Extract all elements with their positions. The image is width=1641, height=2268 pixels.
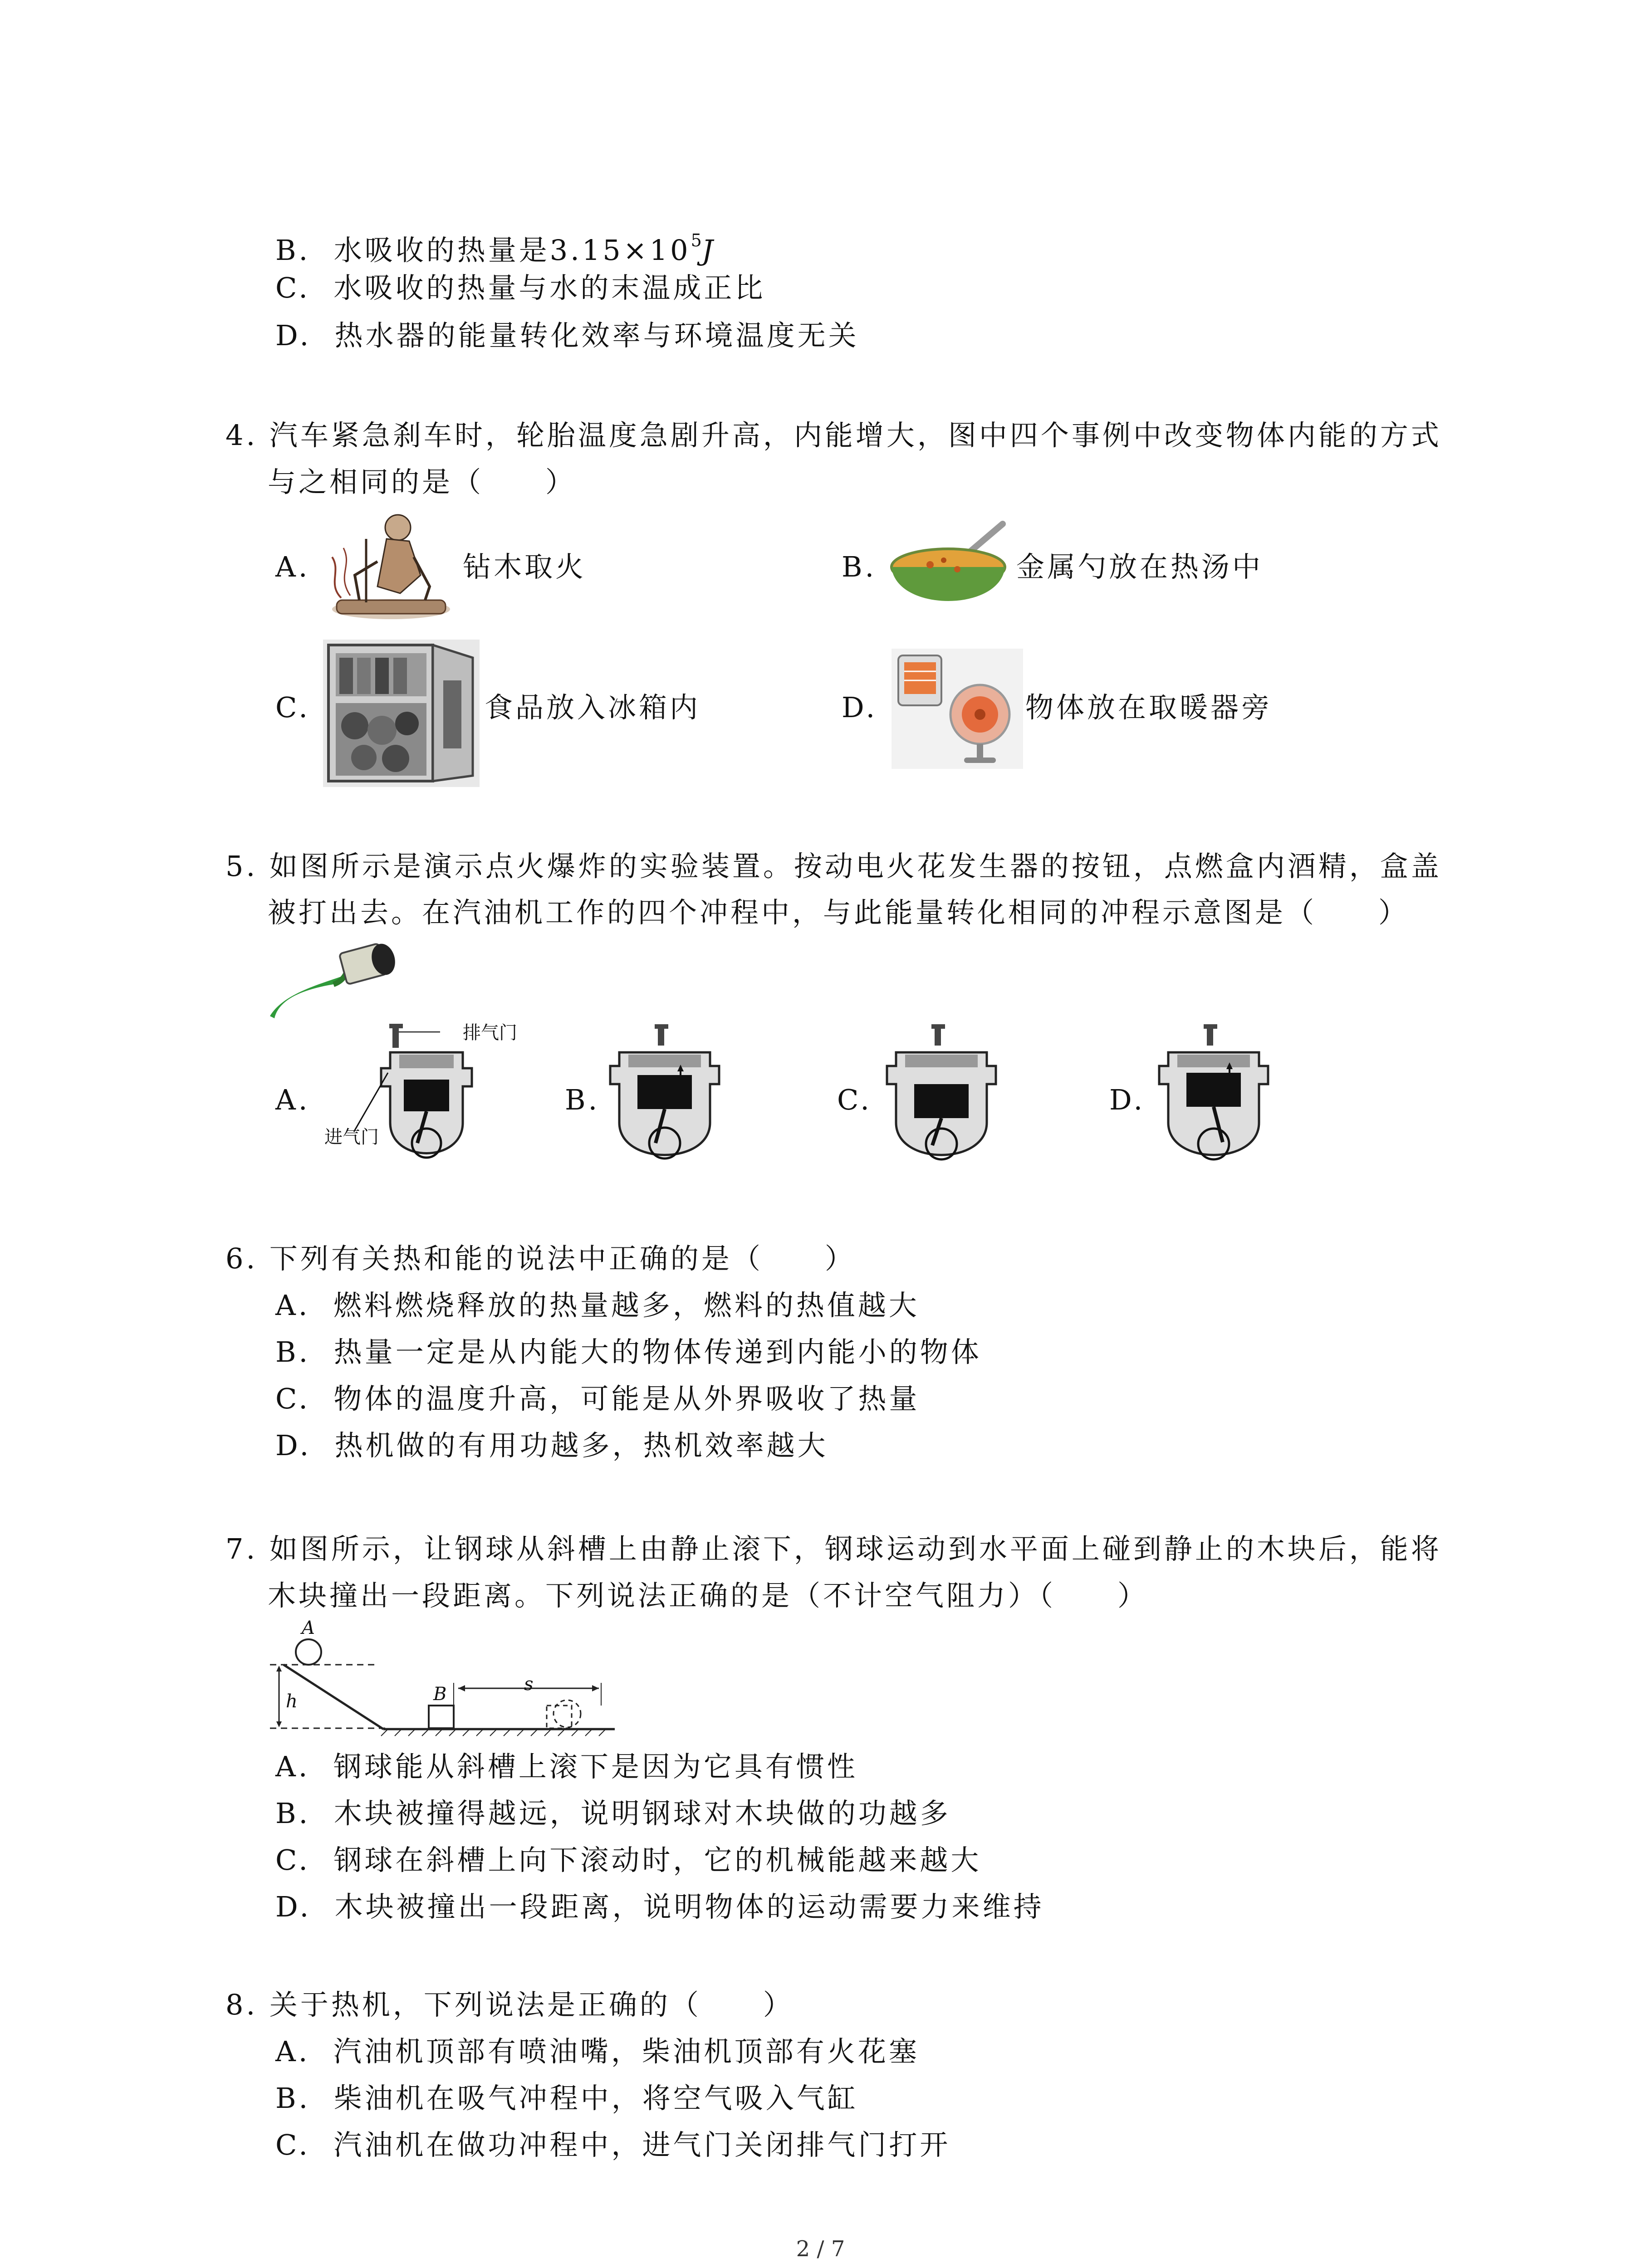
- q7-option-c: [275, 1842, 981, 1878]
- q6-option-d: [275, 1427, 828, 1464]
- option-label: B.: [275, 234, 311, 267]
- option-label: A.: [275, 1750, 310, 1783]
- unit: J: [701, 234, 716, 267]
- ignition-device-image: [265, 939, 411, 1030]
- q4-option-d-label: D.: [842, 691, 878, 724]
- option-text: 钢球在斜槽上向下滚动时，它的机械能越来越大: [333, 1843, 982, 1877]
- option-label: B.: [275, 1335, 311, 1369]
- q4-option-c-label: C.: [275, 691, 310, 724]
- engine-stroke-b: [601, 1021, 728, 1184]
- heater-image: [892, 649, 1023, 769]
- q6-stem: [225, 1241, 856, 1277]
- q7-option-b: [275, 1795, 951, 1832]
- option-text: 水吸收的热量是3.15×10: [333, 234, 691, 267]
- option-label: D.: [275, 1429, 312, 1462]
- fridge-image: [323, 640, 480, 787]
- q4-stem-line1: [225, 417, 1442, 454]
- page-number: 2 / 7: [796, 2236, 845, 2262]
- superscript: 5: [691, 230, 702, 250]
- q5-option-b-label: B.: [565, 1083, 600, 1116]
- option-label: A.: [275, 2035, 310, 2068]
- q8-option-c: [275, 2127, 950, 2163]
- man-drilling-wood-image: [323, 507, 459, 625]
- q7-stem-line1: [225, 1531, 1442, 1567]
- q5-option-d-label: D.: [1109, 1083, 1146, 1116]
- question-number: 7.: [225, 1532, 258, 1565]
- figure-label-h: h: [286, 1691, 298, 1712]
- option-label: C.: [275, 1382, 310, 1415]
- option-label: B.: [275, 1797, 311, 1830]
- option-text: 柴油机在吸气冲程中，将空气吸入气缸: [333, 2082, 858, 2115]
- question-text: 关于热机，下列说法是正确的（ ）: [269, 1988, 794, 2021]
- q7-stem-line2: 木块撞出一段距离。下列说法正确的是（不计空气阻力）（ ）: [268, 1579, 1149, 1612]
- option-text: 水吸收的热量与水的末温成正比: [333, 271, 766, 304]
- question-text: 汽车紧急刹车时，轮胎温度急剧升高，内能增大，图中四个事例中改变物体内能的方式: [269, 419, 1442, 452]
- soup-bowl-image: [889, 513, 1012, 621]
- question-number: 8.: [225, 1988, 258, 2021]
- q3-option-b: [275, 222, 716, 269]
- question-text: 如图所示是演示点火爆炸的实验装置。按动电火花发生器的按钮，点燃盒内酒精，盒盖: [269, 850, 1442, 883]
- intake-valve-label: 进气门: [324, 1127, 379, 1148]
- option-text: 燃料燃烧释放的热量越多，燃料的热值越大: [333, 1289, 920, 1322]
- option-label: D.: [275, 319, 312, 352]
- q4-option-a-text: 钻木取火: [463, 550, 587, 583]
- q6-option-b: [275, 1334, 982, 1370]
- q5-option-c-label: C.: [837, 1083, 872, 1116]
- q4-option-b-text: 金属勺放在热汤中: [1016, 550, 1264, 583]
- question-text: 下列有关热和能的说法中正确的是（ ）: [269, 1242, 856, 1275]
- question-number: 5.: [225, 850, 258, 883]
- option-text: 汽油机在做功冲程中，进气门关闭排气门打开: [333, 2128, 951, 2161]
- q4-option-a-label: A.: [275, 550, 310, 583]
- q8-option-b: [275, 2080, 858, 2116]
- q5-stem-line1: [225, 848, 1442, 885]
- exhaust-valve-label: 排气门: [463, 1022, 517, 1043]
- option-text: 热水器的能量转化效率与环境温度无关: [334, 319, 859, 352]
- option-text: 木块被撞出一段距离，说明物体的运动需要力来维持: [334, 1890, 1044, 1923]
- q5-option-a-label: A.: [275, 1083, 310, 1116]
- q7-option-d: [275, 1889, 1044, 1925]
- option-text: 汽油机顶部有喷油嘴，柴油机顶部有火花塞: [333, 2035, 920, 2068]
- q6-option-a: [275, 1287, 920, 1324]
- q4-stem-line2: 与之相同的是（ ）: [268, 465, 577, 499]
- question-number: 6.: [225, 1242, 258, 1275]
- q4-option-c-text: 食品放入冰箱内: [485, 691, 701, 724]
- figure-label-b: B: [433, 1684, 447, 1705]
- figure-label-a: A: [302, 1618, 315, 1638]
- option-label: D.: [275, 1890, 312, 1923]
- option-label: C.: [275, 271, 310, 304]
- option-label: C.: [275, 1843, 310, 1877]
- question-text: 如图所示，让钢球从斜槽上由静止滚下，钢球运动到水平面上碰到静止的木块后，能将: [269, 1532, 1442, 1565]
- option-label: C.: [275, 2128, 310, 2161]
- q4-option-d-text: 物体放在取暖器旁: [1025, 691, 1273, 724]
- q4-option-b-label: B.: [842, 550, 877, 583]
- option-text: 物体的温度升高，可能是从外界吸收了热量: [333, 1382, 920, 1415]
- q8-option-a: [275, 2033, 920, 2070]
- option-text: 热机做的有用功越多，热机效率越大: [334, 1429, 828, 1462]
- option-text: 钢球能从斜槽上滚下是因为它具有惯性: [333, 1750, 858, 1783]
- q8-stem: [225, 1987, 794, 2023]
- q7-option-a: [275, 1749, 858, 1785]
- ramp-ball-block-diagram: [265, 1624, 619, 1737]
- q5-stem-line2: 被打出去。在汽油机工作的四个冲程中，与此能量转化相同的冲程示意图是（ ）: [268, 896, 1410, 929]
- question-number: 4.: [225, 419, 258, 452]
- q6-option-c: [275, 1381, 920, 1417]
- option-text: 热量一定是从内能大的物体传递到内能小的物体: [333, 1335, 982, 1369]
- option-label: A.: [275, 1289, 310, 1322]
- engine-stroke-c: [878, 1021, 1005, 1184]
- engine-stroke-d: [1150, 1021, 1277, 1184]
- figure-label-s: s: [524, 1674, 534, 1695]
- q3-option-d: [275, 318, 859, 354]
- option-label: B.: [275, 2082, 311, 2115]
- option-text: 木块被撞得越远，说明钢球对木块做的功越多: [333, 1797, 951, 1830]
- q3-option-c: [275, 270, 765, 306]
